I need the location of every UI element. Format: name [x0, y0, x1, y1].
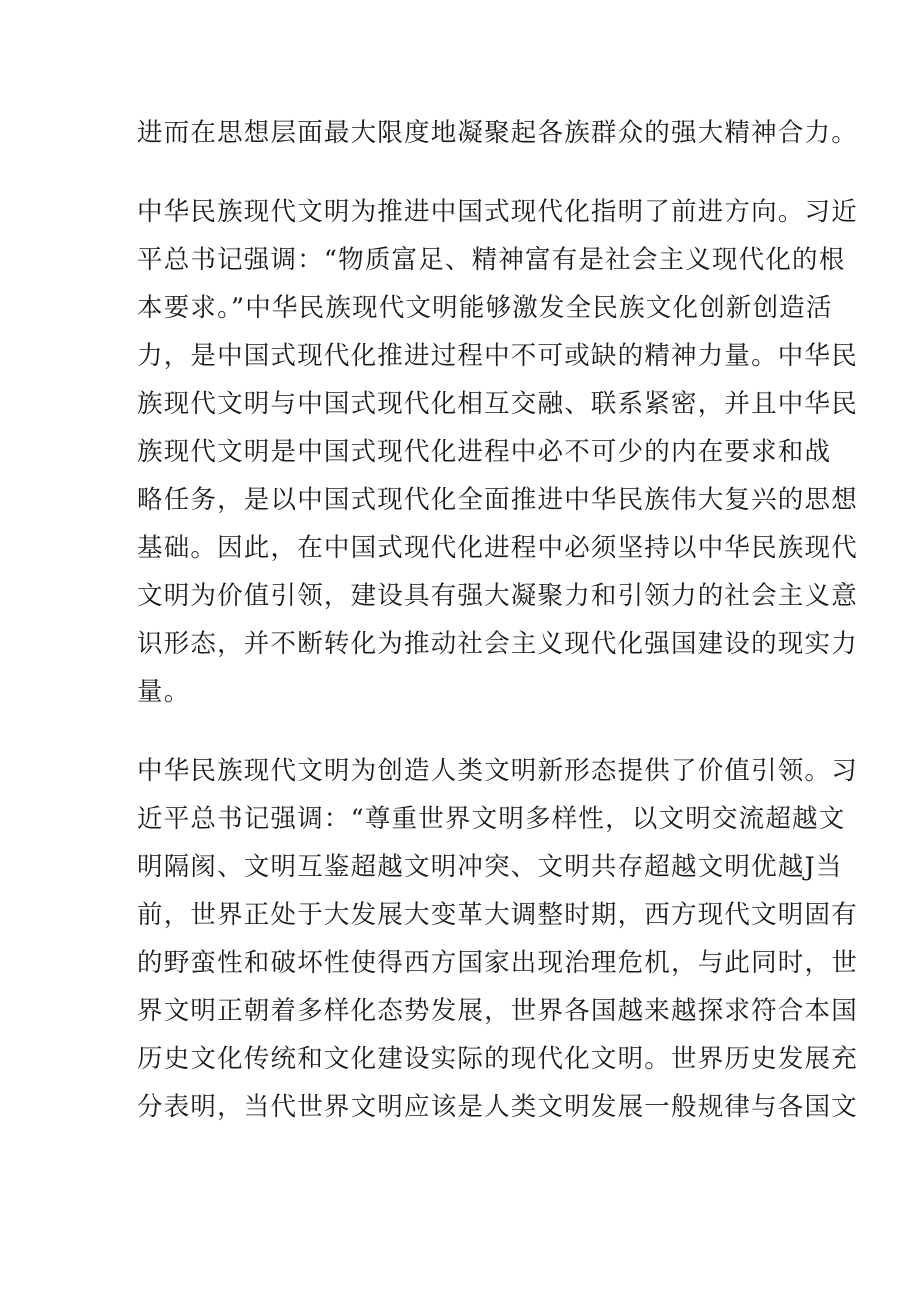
paragraph-3-line-8: 分表明，当代世界文明应该是人类文明发展一般规律与各国文	[137, 1092, 858, 1122]
paragraph-3-line-5: 的野蛮性和破坏性使得西方国家出现治理危机，与此同时，世	[137, 948, 858, 978]
paragraph-3-line-2: 近平总书记强调：“尊重世界文明多样性，以文明交流超越文	[137, 804, 846, 834]
paragraph-3-line-3: 明隔阂、文明互鉴超越文明冲突、文明共存超越文明优越J当	[137, 852, 843, 882]
paragraph-2-line-2: 平总书记强调：“物质富足、精神富有是社会主义现代化的根	[137, 245, 846, 275]
paragraph-2-line-11: 量。	[137, 677, 191, 707]
paragraph-2-line-8: 基础。因此，在中国式现代化进程中必须坚持以中华民族现代	[137, 533, 858, 563]
paragraph-2-line-1: 中华民族现代文明为推进中国式现代化指明了前进方向。习近	[137, 197, 858, 227]
paragraph-3-line-7: 历史文化传统和文化建设实际的现代化文明。世界历史发展充	[137, 1044, 858, 1074]
paragraph-2-line-7: 略任务，是以中国式现代化全面推进中华民族伟大复兴的思想	[137, 485, 858, 515]
paragraph-2-line-5: 族现代文明与中国式现代化相互交融、联系紧密，并且中华民	[137, 389, 858, 419]
paragraph-1-line-1: 进而在思想层面最大限度地凝聚起各族群众的强大精神合力。	[137, 118, 858, 148]
paragraph-3-line-6: 界文明正朝着多样化态势发展，世界各国越来越探求符合本国	[137, 996, 858, 1026]
paragraph-3-line-1: 中华民族现代文明为创造人类文明新形态提供了价值引领。习	[137, 756, 858, 786]
paragraph-2-line-9: 文明为价值引领，建设具有强大凝聚力和引领力的社会主义意	[137, 581, 858, 611]
paragraph-3-line-4: 前，世界正处于大发展大变革大调整时期，西方现代文明固有	[137, 900, 858, 930]
paragraph-2-line-10: 识形态，并不断转化为推动社会主义现代化强国建设的现实力	[137, 629, 858, 659]
paragraph-2-line-3: 本要求。”中华民族现代文明能够激发全民族文化创新创造活	[137, 293, 833, 323]
paragraph-2-line-4: 力，是中国式现代化推进过程中不可或缺的精神力量。中华民	[137, 341, 858, 371]
paragraph-2-line-6: 族现代文明是中国式现代化进程中必不可少的内在要求和战	[137, 437, 832, 467]
